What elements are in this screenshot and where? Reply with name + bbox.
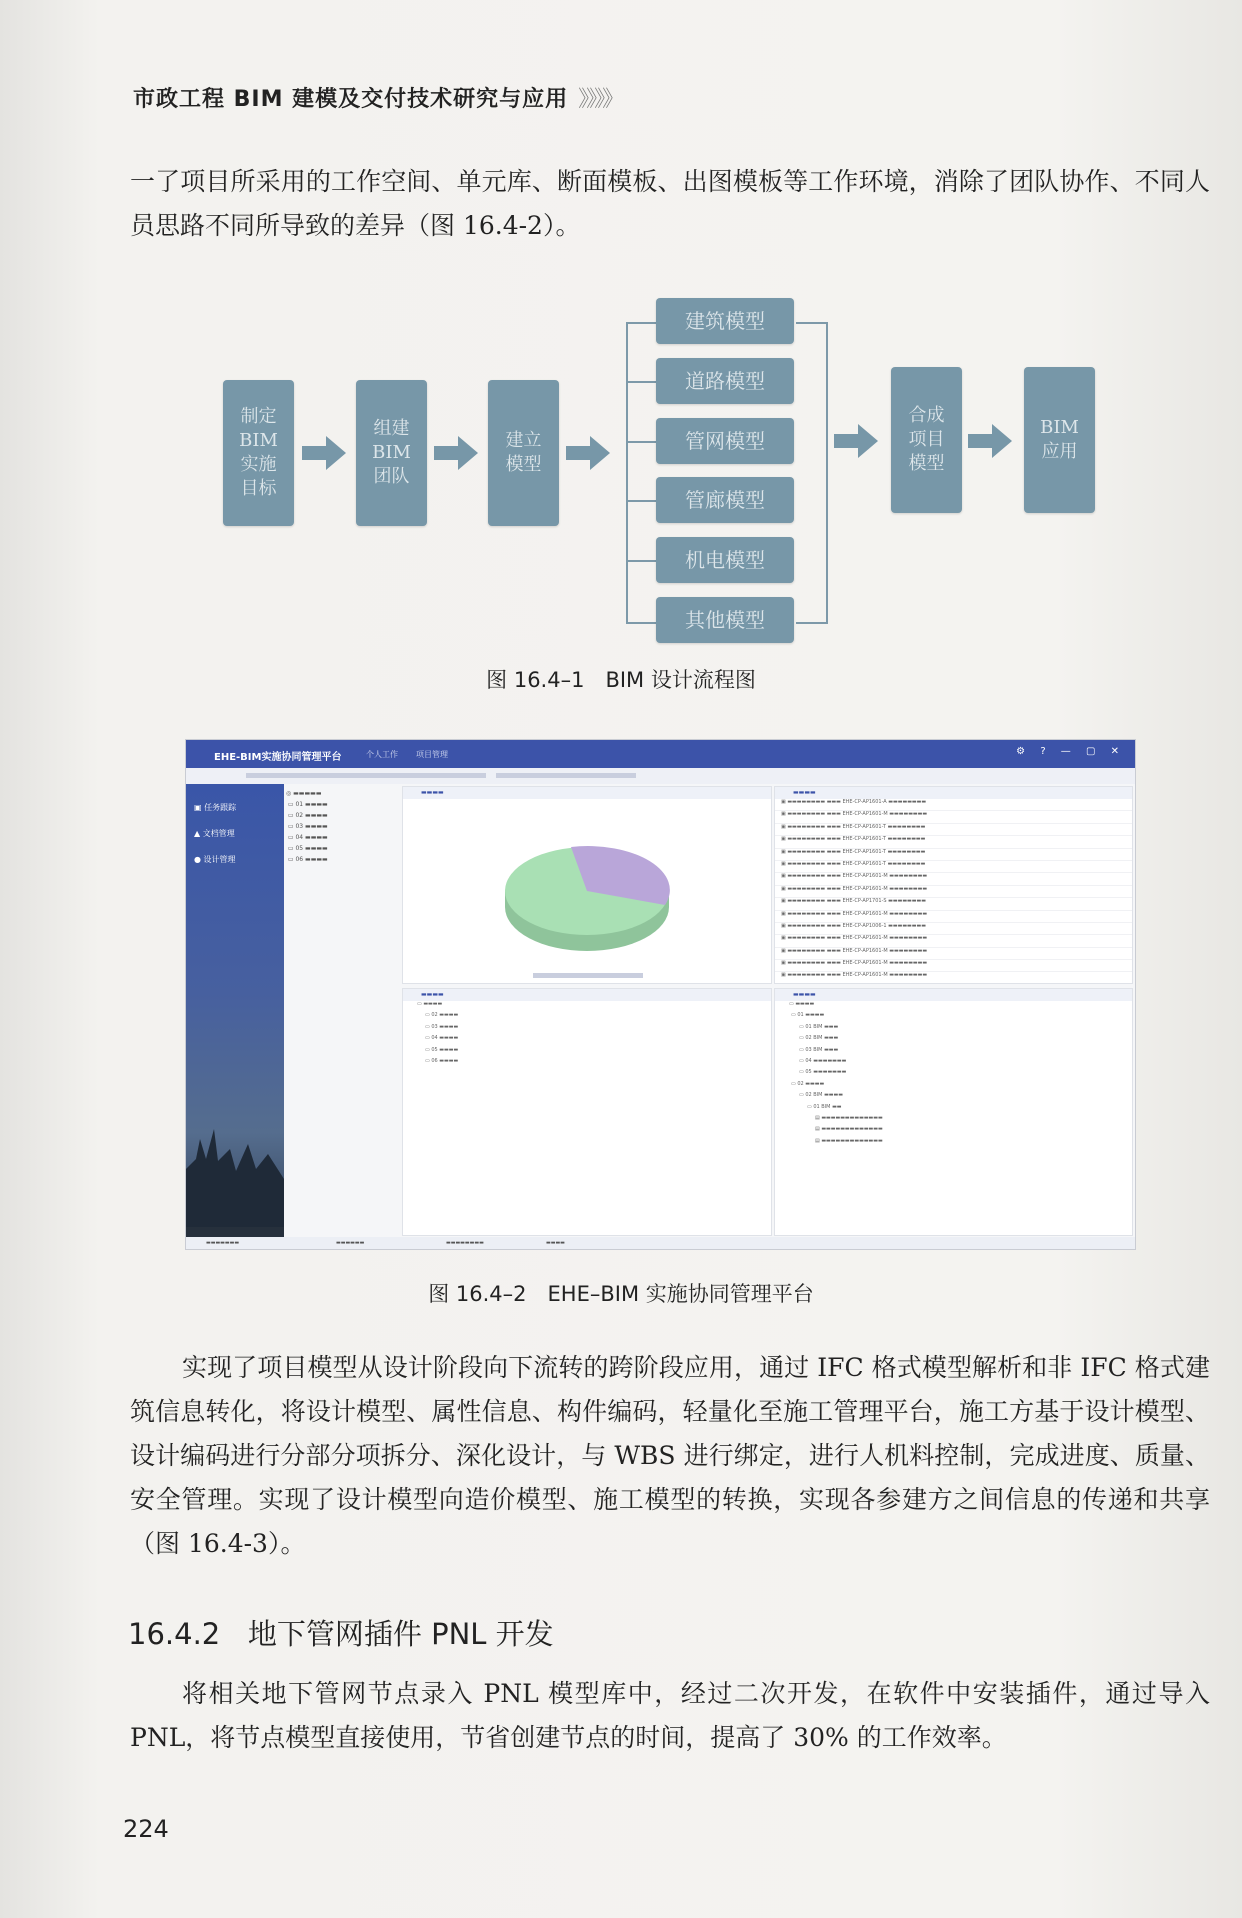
flow-step-bim-application: BIM 应用: [1024, 367, 1095, 513]
platform-screenshot: [185, 739, 1136, 1250]
flow-arrow: [302, 436, 346, 470]
figure-2-caption: 图 16.4–2 EHE–BIM 实施协同管理平台: [428, 1282, 814, 1306]
flow-bracket-tick: [626, 441, 658, 443]
sidebar-nav-docs: ▲ 文档管理: [194, 829, 235, 838]
section-title: 地下管网插件 PNL 开发: [247, 1617, 554, 1651]
model-pipe-network: 管网模型: [656, 418, 794, 464]
running-header-chevrons: 》》》》: [578, 87, 622, 112]
model-road: 道路模型: [656, 358, 794, 404]
screenshot-tab-personal: 个人工作: [366, 750, 398, 759]
running-header: [133, 82, 621, 113]
sidebar-nav-design: ● 设计管理: [194, 855, 236, 864]
paragraph-3: 将相关地下管网节点录入 PNL 模型库中，经过二次开发，在软件中安装插件，通过导入 PNL，将节点模型直接使用，节省创建节点的时间，提高了 30% 的工作效率。: [130, 1679, 1210, 1752]
flow-step-build-team: 组建 BIM 团队: [356, 380, 427, 526]
flow-arrow: [434, 436, 478, 470]
screenshot-subbar: [186, 768, 1135, 784]
model-mep: 机电模型: [656, 537, 794, 583]
screenshot-app-title: EHE-BIM实施协同管理平台: [214, 752, 342, 763]
flow-arrow: [968, 424, 1012, 458]
screenshot-pie-chart: [403, 799, 771, 983]
flow-arrow: [566, 436, 610, 470]
flow-step-build-models: 建立 模型: [488, 380, 559, 526]
section-heading: [128, 1612, 554, 1653]
flow-step-set-goals: 制定 BIM 实施 目标: [223, 380, 294, 526]
screenshot-titlebar: [186, 740, 1135, 768]
model-utility-tunnel: 管廊模型: [656, 477, 794, 523]
flow-bracket-right: [796, 322, 828, 624]
screenshot-tree: ◎ ▬▬▬▬▬ ▭ 01 ▬▬▬▬ ▭ 02 ▬▬▬▬ ▭ 03 ▬▬▬▬ ▭ 04 ▬▬▬▬ ▭ 05 ▬▬▬▬ ▭ 06 ▬▬▬▬: [286, 790, 328, 863]
section-number: 16.4.2: [128, 1617, 221, 1651]
flow-bracket-tick: [626, 381, 658, 383]
window-controls-icon: ⚙ ? — ▢ ✕: [1016, 746, 1125, 757]
paragraph-2: 实现了项目模型从设计阶段向下流转的跨阶段应用，通过 IFC 格式模型解析和非 IFC 格式建筑信息转化，将设计模型、属性信息、构件编码，轻量化至施工管理平台，施工方基于设计模型、设计编码进行分部分项拆分、深化设计，与 WBS 进行绑定，进行人机料控制，完成进度、质量、安全管理。实现了设计模型向造价模型、施工模型的转换，实现各参建方之间信息的传递和共享（图 16.4-3）。: [130, 1353, 1210, 1558]
flow-bracket-tick: [626, 560, 658, 562]
screenshot-project-tree-panel: ▬▬▬▬ ▭ ▬▬▬▬ ▭ 02 ▬▬▬▬ ▭ 03 ▬▬▬▬ ▭ 04 ▬▬▬▬ ▭ 05 ▬▬▬▬ ▭ 06 ▬▬▬▬: [402, 988, 772, 1236]
flow-bracket-tick: [626, 500, 658, 502]
screenshot-folder-panel: ▬▬▬▬ ▭ ▬▬▬▬ ▭ 01 ▬▬▬▬ ▭ 01 BIM ▬▬▬ ▭ 02 BIM ▬▬▬ ▭ 03 BIM ▬▬▬ ▭ 04 ▬▬▬▬▬▬▬ ▭ 05 ▬▬▬▬▬▬▬ ▭ 02 ▬▬▬▬ ▭ 02 BIM ▬▬▬▬ ▭ 01 BIM ▬▬ ▤ ▬▬▬▬▬▬▬▬▬▬▬▬▬ ▤ ▬▬▬▬▬▬▬▬▬▬▬▬▬ ▤ ▬▬▬▬▬▬▬▬▬▬▬▬▬: [774, 988, 1133, 1236]
flow-bracket: [626, 322, 658, 624]
flow-arrow: [834, 424, 878, 458]
flow-step-merge-model: 合成 项目 模型: [891, 367, 962, 513]
screenshot-sidebar: [186, 784, 284, 1249]
running-header-title: 市政工程 BIM 建模及交付技术研究与应用: [133, 87, 569, 112]
screenshot-tab-project: 项目管理: [416, 750, 448, 759]
screenshot-activity-panel: ▬▬▬▬ ▣ ▬▬▬▬▬▬▬▬ ▬▬▬ EHE-CP-AP1601-A ▬▬▬▬▬▬▬▬ ▣ ▬▬▬▬▬▬▬▬ ▬▬▬ EHE-CP-AP1601-M ▬▬▬▬▬▬▬▬ ▣ ▬▬▬▬▬▬▬▬ ▬▬▬ EHE-CP-AP1601-T ▬▬▬▬▬▬▬▬ ▣ ▬▬▬▬▬▬▬▬ ▬▬▬ EHE-CP-AP1601-T ▬▬▬▬▬▬▬▬ ▣ ▬▬▬▬▬▬▬▬ ▬▬▬ EHE-CP-AP1601-T ▬▬▬▬▬▬▬▬ ▣ ▬▬▬▬▬▬▬▬ ▬▬▬ EHE-CP-AP1601-T ▬▬▬▬▬▬▬▬ ▣ ▬▬▬▬▬▬▬▬ ▬▬▬ EHE-CP-AP1601-M ▬▬▬▬▬▬▬▬ ▣ ▬▬▬▬▬▬▬▬ ▬▬▬ EHE-CP-AP1601-M ▬▬▬▬▬▬▬▬ ▣ ▬▬▬▬▬▬▬▬ ▬▬▬ EHE-CP-AP1701-S ▬▬▬▬▬▬▬▬ ▣ ▬▬▬▬▬▬▬▬ ▬▬▬ EHE-CP-AP1601-M ▬▬▬▬▬▬▬▬ ▣ ▬▬▬▬▬▬▬▬ ▬▬▬ EHE-CP-AP1006-1 ▬▬▬▬▬▬▬▬ ▣ ▬▬▬▬▬▬▬▬ ▬▬▬ EHE-CP-AP1601-M ▬▬▬▬▬▬▬▬ ▣ ▬▬▬▬▬▬▬▬ ▬▬▬ EHE-CP-AP1601-M ▬▬▬▬▬▬▬▬ ▣ ▬▬▬▬▬▬▬▬ ▬▬▬ EHE-CP-AP1601-M ▬▬▬▬▬▬▬▬ ▣ ▬▬▬▬▬▬▬▬ ▬▬▬ EHE-CP-AP1601-M ▬▬▬▬▬▬▬▬: [774, 786, 1133, 984]
paragraph-1: 一了项目所采用的工作空间、单元库、断面模板、出图模板等工作环境，消除了团队协作、不同人员思路不同所导致的差异（图 16.4-2）。: [130, 167, 1210, 240]
model-architecture: 建筑模型: [656, 298, 794, 344]
sidebar-city-image: [186, 1099, 284, 1249]
sidebar-nav-task: ▣ 任务跟踪: [194, 803, 237, 812]
screenshot-pie-panel: ▬▬▬▬: [402, 786, 772, 984]
model-other: 其他模型: [656, 597, 794, 643]
page-number: 224: [123, 1815, 169, 1843]
figure-1-caption: 图 16.4–1 BIM 设计流程图: [486, 668, 756, 692]
screenshot-statusbar: ▬▬▬▬▬▬▬ ▬▬▬▬▬▬ ▬▬▬▬▬▬▬▬ ▬▬▬▬: [186, 1237, 1135, 1249]
